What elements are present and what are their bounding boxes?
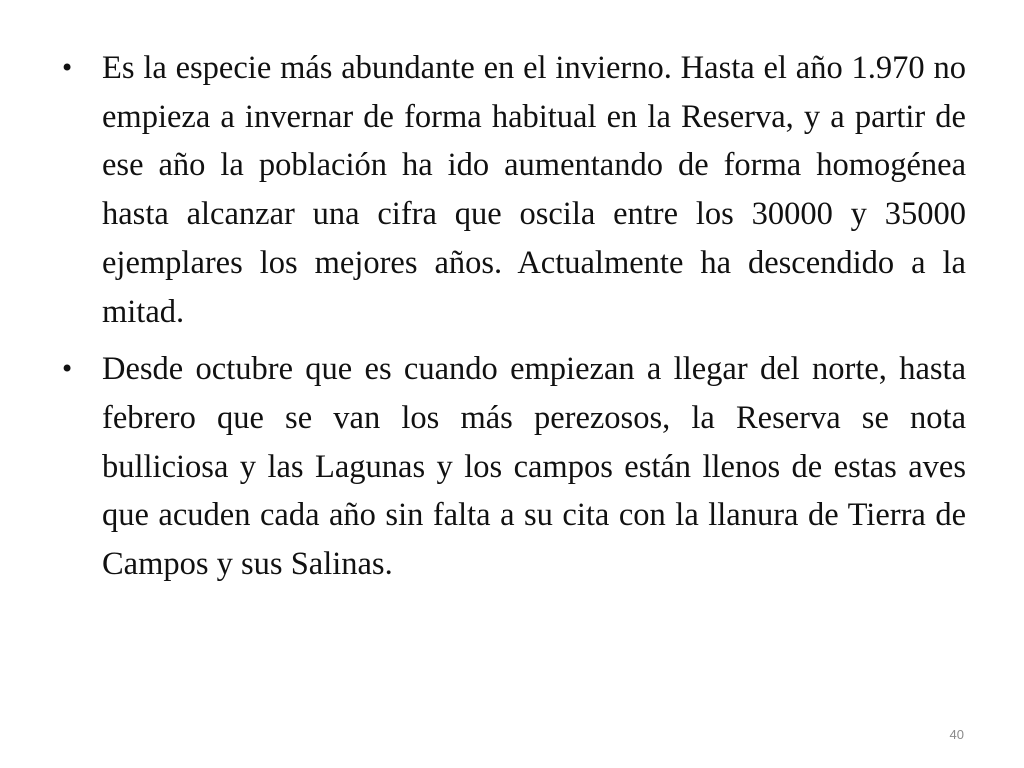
bullet-list [56, 44, 966, 598]
bullet-item [56, 44, 966, 336]
bullet-dot-icon: • [60, 54, 75, 82]
bullet-dot-icon: • [60, 355, 75, 384]
bullet-text: Es la especie más abundante en el invierno. Hasta el año 1.970 no empieza a invernar de forma habitual en la Reserva, y a partir de ese año la población ha ido aumentando de forma homogénea hasta alcanzar una cifra que oscila entre los 30000 y 35000 ejemplares los mejores años. Actualmente ha descendido a la mitad. [102, 50, 966, 330]
bullet-text: Desde octubre que es cuando empiezan a llegar del norte, hasta febrero que se van los más perezosos, la Reserva se nota bulliciosa y las Lagunas y los campos están llenos de estas aves que acuden cada año sin falta a su cita con la llanura de Tierra de Campos y sus Salinas. [102, 351, 966, 583]
bullet-item [56, 345, 966, 589]
slide-number: 40 [949, 727, 964, 742]
